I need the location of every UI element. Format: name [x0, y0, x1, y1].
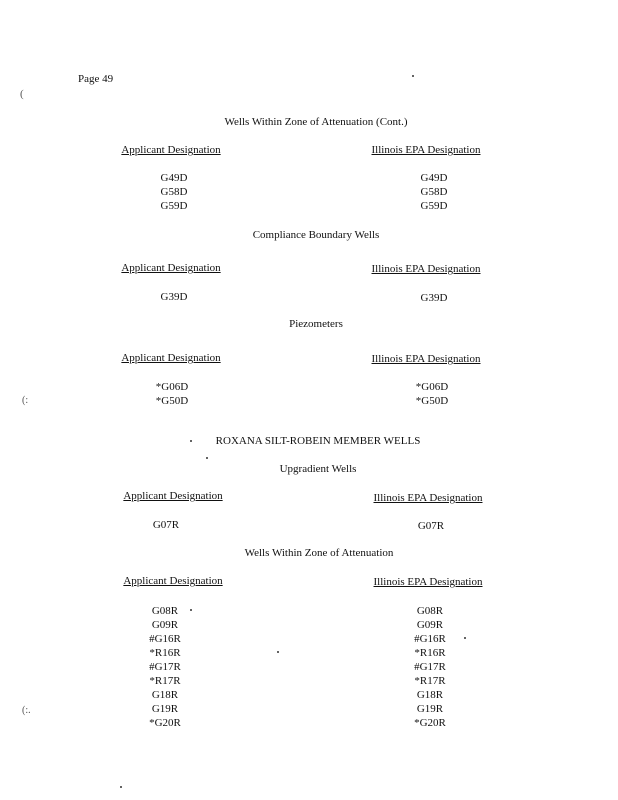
epa-list-compliance [421, 291, 448, 305]
scan-speck [464, 637, 466, 639]
list-item: G19R [416, 703, 444, 715]
header-applicant-designation: Applicant Designation [121, 352, 221, 364]
scan-artifact-mark: ( [20, 88, 24, 100]
epa-list-zone-cont [421, 171, 448, 213]
list-item: G09R [151, 619, 179, 631]
section-title-upgradient: Upgradient Wells [279, 463, 357, 475]
list-item: G18R [151, 689, 179, 701]
applicant-list-piezometers [156, 380, 188, 408]
section-title-piezometers: Piezometers [289, 318, 343, 330]
section-title-zone-r: Wells Within Zone of Attenuation [244, 547, 394, 559]
list-item: G59D [420, 200, 448, 212]
scan-speck [206, 457, 208, 459]
header-epa-designation: Illinois EPA Designation [371, 144, 481, 156]
list-item: G39D [160, 291, 188, 303]
list-item: *G20R [414, 717, 446, 729]
section-title-compliance: Compliance Boundary Wells [252, 229, 380, 241]
scan-speck [120, 786, 122, 788]
list-item: *G20R [149, 717, 181, 729]
list-item: G08R [416, 605, 444, 617]
epa-list-zone-r [414, 604, 446, 730]
scan-speck [190, 440, 192, 442]
list-item: *R16R [414, 647, 446, 659]
scan-speck [277, 651, 279, 653]
list-item: #G16R [149, 633, 181, 645]
page-number: Page 49 [78, 73, 114, 85]
applicant-list-zone-r [149, 604, 181, 730]
list-item: #G16R [414, 633, 446, 645]
list-item: G18R [416, 689, 444, 701]
list-item: G58D [420, 186, 448, 198]
applicant-list-compliance [161, 290, 188, 304]
header-epa-designation: Illinois EPA Designation [371, 263, 481, 275]
epa-list-piezometers [416, 380, 448, 408]
header-epa-designation: Illinois EPA Designation [371, 353, 481, 365]
scan-artifact-mark: (: [22, 395, 29, 406]
list-item: G58D [160, 186, 188, 198]
list-item: G09R [416, 619, 444, 631]
list-item: #G17R [149, 661, 181, 673]
list-item: *G50D [155, 395, 189, 407]
scan-speck [412, 75, 414, 77]
list-item: G07R [417, 520, 445, 532]
list-item: G49D [420, 172, 448, 184]
header-applicant-designation: Applicant Designation [123, 490, 223, 502]
scan-speck [190, 609, 192, 611]
list-item: G49D [160, 172, 188, 184]
list-item: G08R [151, 605, 179, 617]
applicant-list-upgradient [153, 518, 179, 532]
section-title-zone-cont: Wells Within Zone of Attenuation (Cont.) [224, 116, 408, 128]
header-applicant-designation: Applicant Designation [121, 262, 221, 274]
list-item: G07R [152, 519, 180, 531]
list-item: G19R [151, 703, 179, 715]
list-item: G39D [420, 292, 448, 304]
header-epa-designation: Illinois EPA Designation [373, 492, 483, 504]
list-item: G59D [160, 200, 188, 212]
scan-artifact-mark: (:. [22, 705, 31, 716]
list-item: #G17R [414, 661, 446, 673]
epa-list-upgradient [418, 519, 444, 533]
list-item: *G06D [155, 381, 189, 393]
list-item: *G06D [415, 381, 449, 393]
header-applicant-designation: Applicant Designation [123, 575, 223, 587]
list-item: *R17R [149, 675, 181, 687]
header-epa-designation: Illinois EPA Designation [373, 576, 483, 588]
applicant-list-zone-cont [161, 171, 188, 213]
list-item: *R17R [414, 675, 446, 687]
list-item: *G50D [415, 395, 449, 407]
roxana-silt-robein-heading: ROXANA SILT-ROBEIN MEMBER WELLS [215, 435, 421, 447]
list-item: *R16R [149, 647, 181, 659]
header-applicant-designation: Applicant Designation [121, 144, 221, 156]
